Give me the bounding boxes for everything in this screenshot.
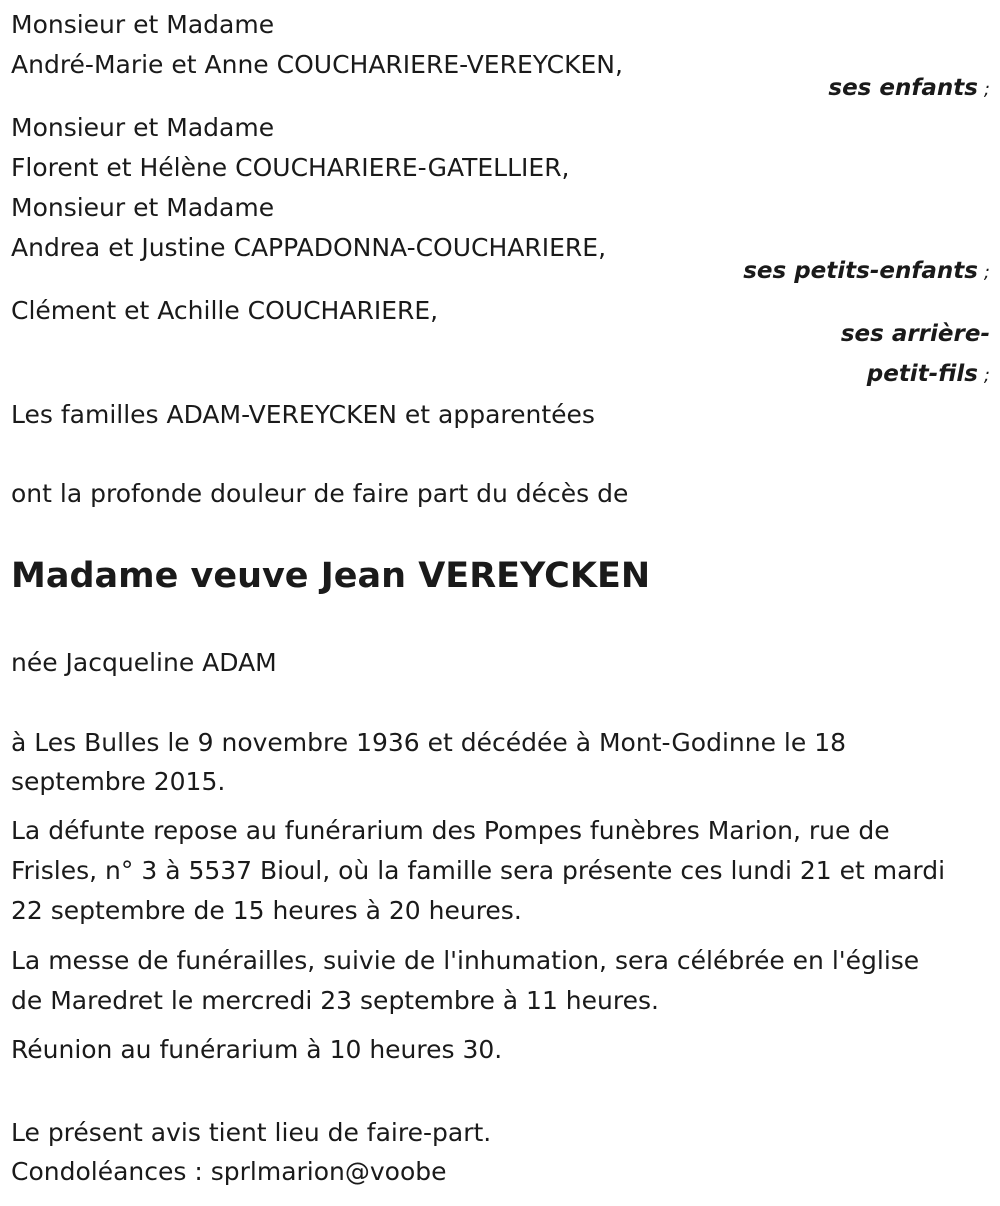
separator: ;	[983, 262, 990, 283]
grandchildren-role	[743, 251, 990, 293]
mass-line-2: de Maredret le mercredi 23 septembre à 11 heures.	[11, 986, 659, 1015]
grandchildren-role-text: ses petits-enfants	[743, 258, 978, 284]
great-grandchildren-line: Clément et Achille COUCHARIERE,	[11, 296, 439, 325]
birth-death-line-1: à Les Bulles le 9 novembre 1936 et décédée à Mont-Godinne le 18	[11, 728, 847, 757]
birth-death-line-2: septembre 2015.	[11, 767, 226, 796]
great-grandchildren-role-text: petit-fils	[866, 361, 978, 387]
deceased-name: Madame veuve Jean VEREYCKEN	[11, 556, 651, 596]
families-line: Les familles ADAM-VEREYCKEN et apparentées	[11, 400, 595, 429]
separator: ;	[983, 365, 990, 386]
birth-name: née Jacqueline ADAM	[11, 648, 277, 677]
announcement: ont la profonde douleur de faire part du décès de	[11, 479, 629, 508]
notice-line: Le présent avis tient lieu de faire-part.	[11, 1118, 492, 1147]
children-line-2: André-Marie et Anne COUCHARIERE-VEREYCKEN,	[11, 50, 623, 79]
great-grandchildren-role-1: ses arrière-	[840, 321, 990, 347]
children-role	[828, 68, 990, 110]
funerarium-line-2: Frisles, n° 3 à 5537 Bioul, où la famille sera présente ces lundi 21 et mardi	[11, 856, 946, 885]
funerarium-line-3: 22 septembre de 15 heures à 20 heures.	[11, 896, 522, 925]
grandchildren-line-4: Andrea et Justine CAPPADONNA-COUCHARIERE,	[11, 233, 607, 262]
condolences-line: Condoléances : sprlmarion@voobe	[11, 1157, 447, 1186]
mass-line-1: La messe de funérailles, suivie de l'inhumation, sera célébrée en l'église	[11, 946, 920, 975]
separator: ;	[983, 79, 990, 100]
children-line-1: Monsieur et Madame	[11, 10, 275, 39]
great-grandchildren-role-2	[867, 354, 990, 396]
grandchildren-line-1: Monsieur et Madame	[11, 113, 275, 142]
grandchildren-line-3: Monsieur et Madame	[11, 193, 275, 222]
grandchildren-line-2: Florent et Hélène COUCHARIERE-GATELLIER,	[11, 153, 570, 182]
funerarium-line-1: La défunte repose au funérarium des Pompes funèbres Marion, rue de	[11, 816, 890, 845]
meeting-line: Réunion au funérarium à 10 heures 30.	[11, 1035, 503, 1064]
children-role-text: ses enfants	[828, 75, 978, 101]
